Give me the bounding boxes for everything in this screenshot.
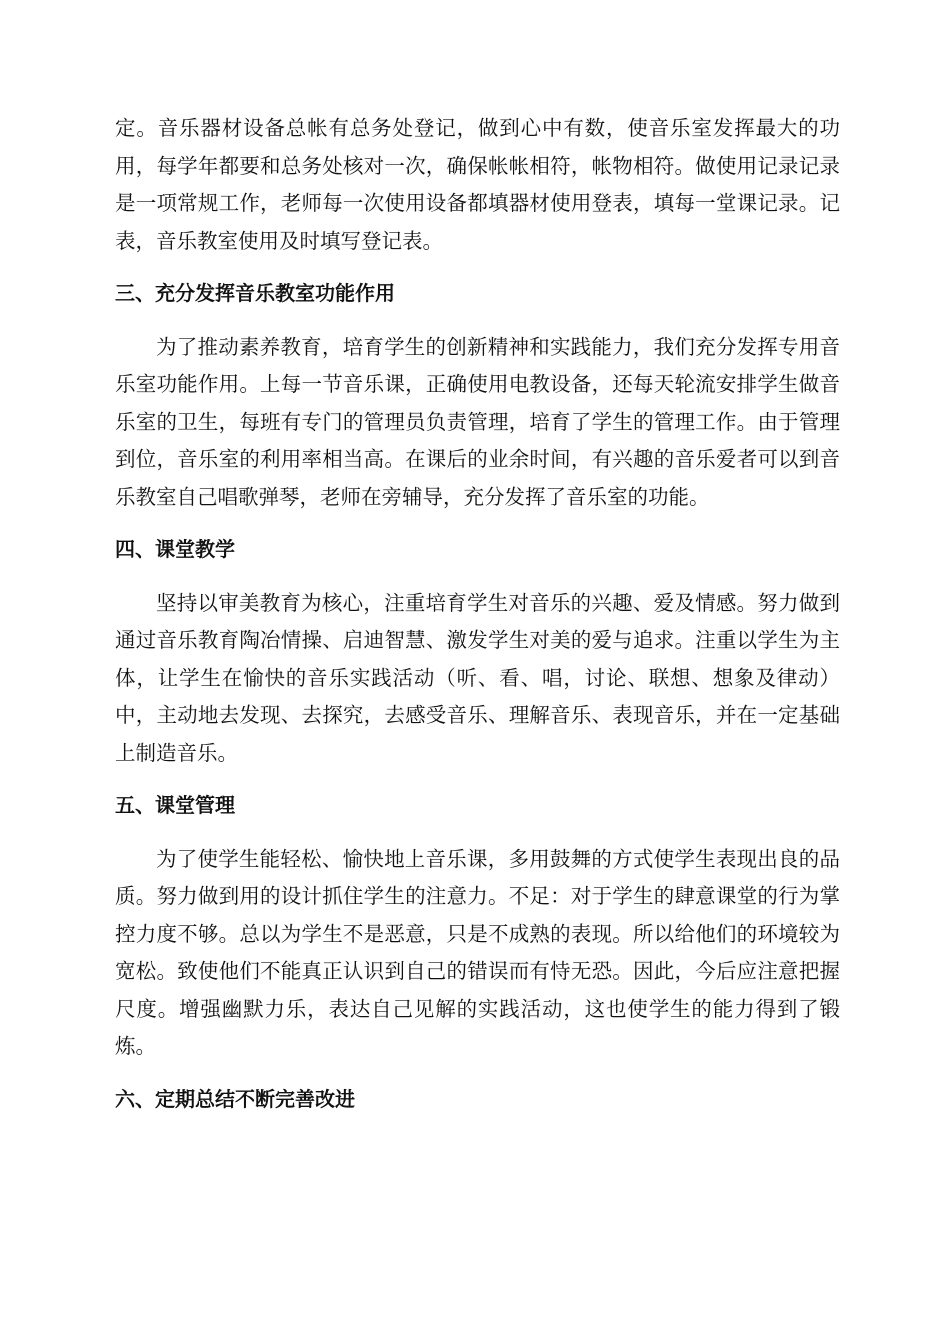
section-heading-4: 四、课堂教学 [115, 537, 235, 561]
section-heading-6: 六、定期总结不断完善改进 [115, 1086, 355, 1111]
section-heading-5: 五、课堂管理 [115, 793, 235, 817]
section-heading-3: 三、充分发挥音乐教室功能作用 [115, 281, 395, 305]
paragraph-music-room-function: 为了推动素养教育，培育学生的创新精神和实践能力，我们充分发挥专用音乐室功能作用。上每一节音乐课，正确使用电教设备，还每天轮流安排学生做音乐室的卫生，每班有专门的管理员负责管理，培育了学生的管理工作。由于管理到位，音乐室的利用率相当高。在课后的业余时间，有兴趣的音乐爱者可以到音乐教室自己唱歌弹琴，老师在旁辅导，充分发挥了音乐室的功能。 [115, 334, 840, 509]
paragraph-classroom-management: 为了使学生能轻松、愉快地上音乐课，多用鼓舞的方式使学生表现出良的品质。努力做到用的设计抓住学生的注意力。不足：对于学生的肆意课堂的行为掌控力度不够。总以为学生不是恶意，只是不成熟的表现。所以给他们的环境较为宽松。致使他们不能真正认识到自己的错误而有恃无恐。因此，今后应注意把握尺度。增强幽默力乐，表达自己见解的实践活动，这也使学生的能力得到了锻炼。 [115, 846, 840, 1058]
document-body [115, 110, 840, 1134]
paragraph-equipment-records: 定。音乐器材设备总帐有总务处登记，做到心中有数，使音乐室发挥最大的功用，每学年都要和总务处核对一次，确保帐帐相符，帐物相符。做使用记录记录是一项常规工作，老师每一次使用设备都填器材使用登表，填每一堂课记录。记表，音乐教室使用及时填写登记表。 [115, 116, 840, 253]
paragraph-classroom-teaching: 坚持以审美教育为核心，注重培育学生对音乐的兴趣、爱及情感。努力做到通过音乐教育陶冶情操、启迪智慧、激发学生对美的爱与追求。注重以学生为主体，让学生在愉快的音乐实践活动（听、看、唱，讨论、联想、想象及律动）中，主动地去发现、去探究，去感受音乐、理解音乐、表现音乐，并在一定基础上制造音乐。 [115, 590, 840, 765]
